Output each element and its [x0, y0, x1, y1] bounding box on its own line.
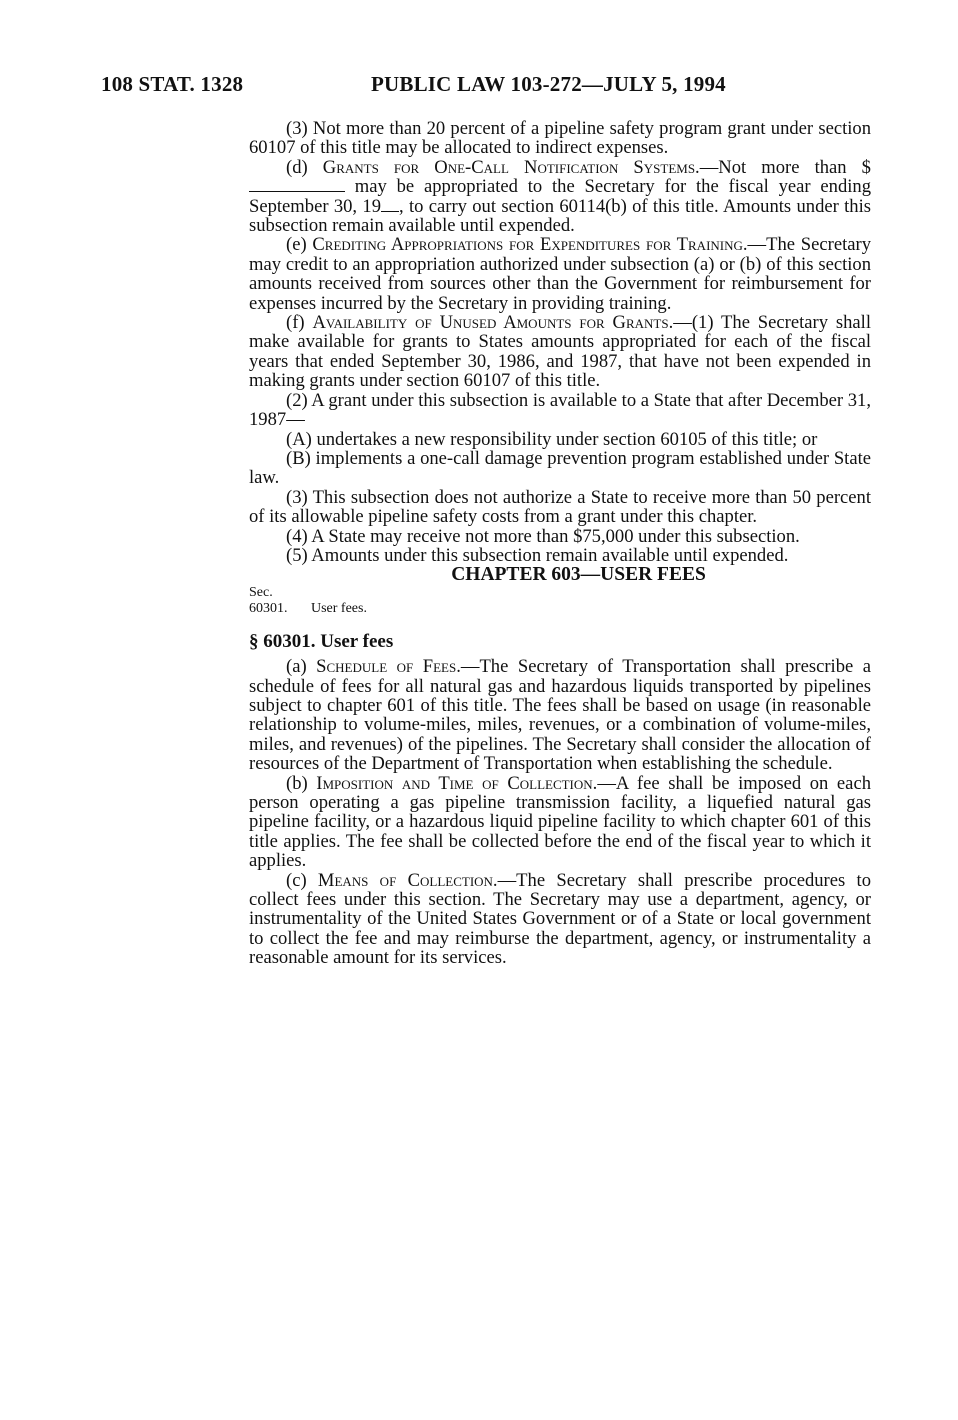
paragraph-f-text: —(1) The Secretary shall make available for grants to States amounts appropriated for each of the fiscal years that ended September 30, 1986, and 1987, that have not been expended in making grants under section 60107 of this title.	[249, 312, 871, 392]
year-blank-line	[381, 197, 399, 212]
paragraph-f5: (5) Amounts under this subsection remain available until expended.	[286, 544, 789, 566]
paragraph-d-heading: Grants for One-Call Notification Systems.	[322, 156, 700, 178]
section-c-label: (c)	[286, 869, 318, 891]
paragraph-c3: (3) Not more than 20 percent of a pipeline safety program grant under section 60107 of this title may be allocated to indirect expenses.	[249, 118, 871, 159]
paragraph-section-a	[249, 657, 871, 773]
paragraph-section-b	[249, 774, 871, 871]
public-law-title: PUBLIC LAW 103-272—JULY 5, 1994	[371, 72, 726, 96]
paragraph-d	[249, 158, 871, 236]
section-c-heading: Means of Collection.	[317, 869, 498, 891]
section-table-of-contents	[249, 585, 871, 617]
toc-label: Sec.	[249, 584, 273, 600]
section-c-text: —The Secretary shall prescribe procedures to collect fees under this section. The Secretary may use a department, agency, or instrumentality of the United States Government or of a State or local government to collect the fee and may reimburse the department, agency, or instrumentality a reasonable amount for its services.	[249, 869, 871, 969]
chapter-title: CHAPTER 603—USER FEES	[451, 564, 706, 586]
paragraph-section-c	[249, 871, 871, 968]
toc-entry-number: 60301.	[249, 600, 288, 616]
statute-page-number: 108 STAT. 1328	[101, 72, 244, 96]
paragraph-f	[249, 313, 871, 391]
section-a-label: (a)	[286, 656, 317, 678]
toc-entry	[249, 601, 871, 617]
paragraph-e-label: (e)	[286, 234, 313, 256]
paragraph-f4: (4) A State may receive not more than $75,000 under this subsection.	[286, 525, 800, 547]
paragraph-d-text-b: may be appropriated to the Secretary for the fiscal year ending September 30, 19	[249, 176, 871, 217]
paragraph-f-heading: Availability of Unused Amounts for Grants.	[312, 312, 674, 334]
paragraph-e-heading: Crediting Appropriations for Expenditures for Training.	[312, 234, 748, 256]
paragraph-e	[249, 235, 871, 313]
paragraph-f2-b: (B) implements a one-call damage prevention program established under State law.	[249, 447, 871, 489]
section-a-text: —The Secretary of Transportation shall prescribe a schedule of fees for all natural gas and hazardous liquids transported by pipelines subject to chapter 601 of this title. The fees shall be based on usage (in reasonable relationship to volume-miles, miles, revenues, or a combination of volume-miles, miles, and revenues) of the pipelines. The Secretary shall consider the allocation of resources of the Department of Transportation when establishing the schedule.	[249, 656, 871, 775]
toc-entry-title: User fees.	[311, 600, 367, 616]
paragraph-d-text-c: , to carry out section 60114(b) of this title. Amounts under this subsection remain available until expended.	[249, 195, 871, 237]
page-header	[101, 72, 761, 102]
paragraph-f2: (2) A grant under this subsection is available to a State that after December 31, 1987—	[249, 389, 872, 431]
amount-blank-line	[249, 177, 345, 192]
section-b-text: —A fee shall be imposed on each person operating a gas pipeline transmission facility, a liquefied natural gas pipeline facility, or a hazardous liquid pipeline facility to which chapter 601 of this title applies. The fee shall be collected before the end of the fiscal year to which it applies.	[249, 772, 871, 872]
section-b-heading: Imposition and Time of Collection.	[316, 772, 598, 794]
paragraph-f3: (3) This subsection does not authorize a State to receive more than 50 percent of its allowable pipeline safety costs from a grant under this chapter.	[249, 486, 871, 528]
paragraph-f2-a: (A) undertakes a new responsibility under section 60105 of this title; or	[286, 428, 818, 450]
document-body	[249, 119, 871, 968]
section-a-heading: Schedule of Fees.	[316, 656, 461, 678]
paragraph-f-label: (f)	[286, 312, 313, 334]
section-heading: § 60301. User fees	[249, 630, 394, 652]
paragraph-d-label: (d)	[286, 156, 323, 178]
paragraph-d-text-a: —Not more than $	[699, 156, 871, 178]
paragraph-e-text: —The Secretary may credit to an appropriation authorized under subsection (a) or (b) of this section amounts received from sources other than the Government for reimbursement for expenses incurred by the Secretary in providing training.	[249, 234, 871, 314]
section-b-label: (b)	[286, 772, 317, 794]
